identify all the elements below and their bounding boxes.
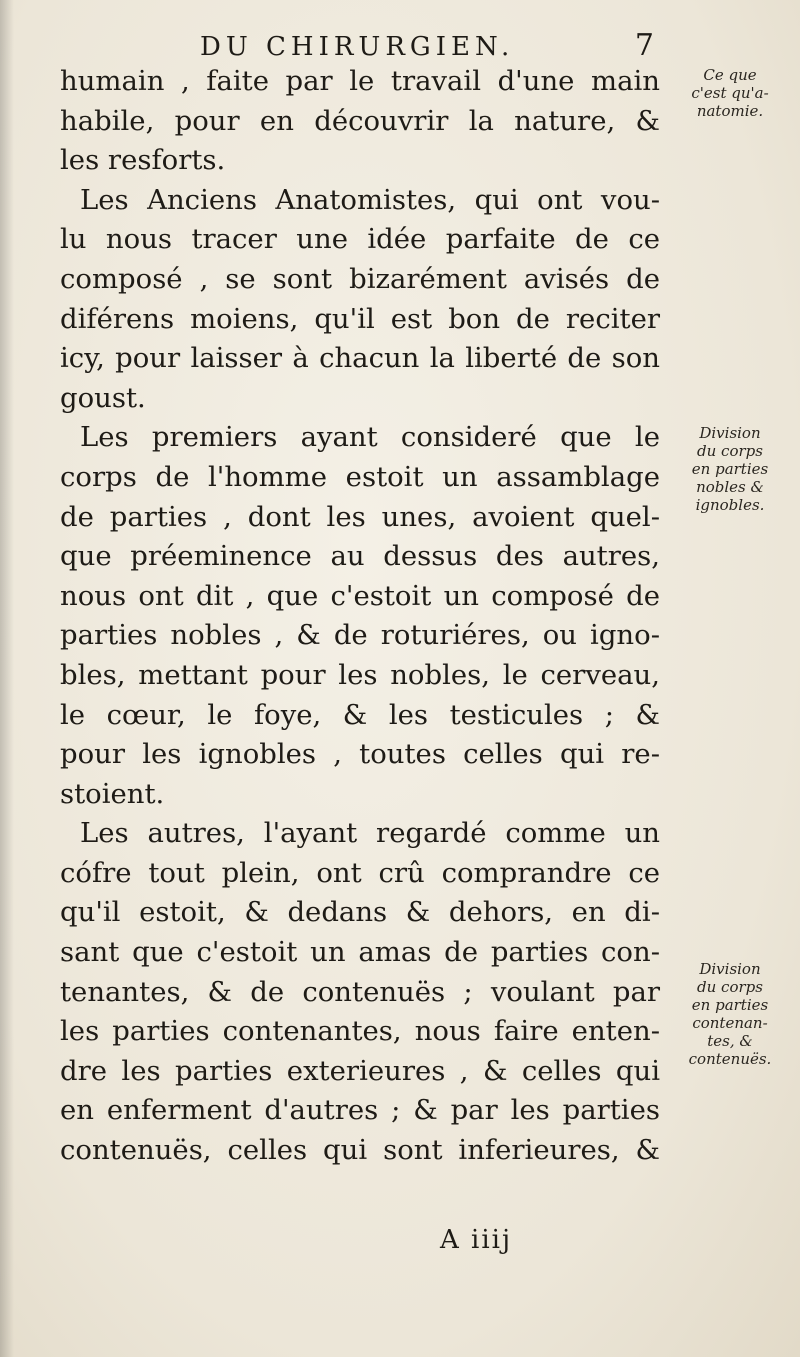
marginal-note-line: natomie. (696, 102, 764, 120)
marginal-note-line: en parties (691, 460, 769, 478)
marginal-note-line: Division (699, 424, 761, 442)
text-line: corps de l'homme estoit un assamblage (60, 460, 660, 493)
marginal-note-line: du corps (697, 442, 763, 460)
text-line: les resforts. (60, 144, 226, 177)
text-line: icy, pour laisser à chacun la liberté de son (60, 342, 660, 375)
marginal-note-line: contenuës. (688, 1050, 772, 1068)
text-line: le cœur, le foye, & les testicules ; & (60, 698, 660, 731)
text-line: pour les ignobles , toutes celles qui re- (60, 738, 660, 771)
text-line: dre les parties exterieures , & celles qui (60, 1054, 660, 1087)
text-line: cófre tout plein, ont crû comprandre ce (60, 856, 660, 889)
marginal-note (665, 66, 795, 120)
marginal-note-line: ignobles. (695, 496, 765, 514)
text-line: stoient. (60, 777, 165, 810)
running-title: DU CHIRURGIEN. (200, 32, 515, 62)
marginal-note (665, 424, 795, 514)
text-line: contenuës, celles qui sont inferieures, & (60, 1134, 660, 1167)
text-line: composé , se sont bizarément avisés de (60, 262, 660, 295)
text-line: diférens moiens, qu'il est bon de reciter (60, 302, 660, 335)
marginal-note-line: Division (699, 960, 761, 978)
body-text (60, 62, 660, 1171)
text-line: goust. (60, 381, 146, 414)
marginal-note-line: en parties (691, 996, 769, 1014)
text-line: que préeminence au dessus des autres, (60, 540, 660, 573)
text-line: les parties contenantes, nous faire enten- (60, 1015, 660, 1048)
text-line: tenantes, & de contenuës ; voulant par (60, 975, 660, 1008)
text-line: Les autres, l'ayant regardé comme un (80, 817, 660, 850)
marginal-note-line: c'est qu'a- (691, 84, 769, 102)
text-line: de parties , dont les unes, avoient quel- (60, 500, 660, 533)
marginal-note-line: Ce que (703, 66, 757, 84)
marginal-note-line: tes, & (707, 1032, 753, 1050)
text-line: lu nous tracer une idée parfaite de ce (60, 223, 660, 256)
signature-mark: A iiij (440, 1225, 513, 1255)
text-line: Les Anciens Anatomistes, qui ont vou- (80, 183, 660, 216)
page-gutter-shadow (0, 0, 14, 1357)
text-line: qu'il estoit, & dedans & dehors, en di- (60, 896, 660, 929)
text-line: nous ont dit , que c'estoit un composé de (60, 579, 660, 612)
marginal-note (665, 960, 795, 1068)
text-line: Les premiers ayant consideré que le (80, 421, 660, 454)
marginal-note-line: nobles & (696, 478, 764, 496)
marginal-note-line: contenan- (692, 1014, 768, 1032)
text-line: humain , faite par le travail d'une main (60, 65, 660, 97)
text-line: parties nobles , & de roturiéres, ou igno- (60, 619, 660, 652)
text-line: habile, pour en découvrir la nature, & (60, 104, 660, 137)
text-line: en enferment d'autres ; & par les parties (60, 1094, 660, 1127)
page-number: 7 (634, 28, 654, 63)
text-line: bles, mettant pour les nobles, le cerveau, (60, 658, 660, 691)
marginal-note-line: du corps (697, 978, 763, 996)
text-line: sant que c'estoit un amas de parties con- (60, 936, 660, 969)
